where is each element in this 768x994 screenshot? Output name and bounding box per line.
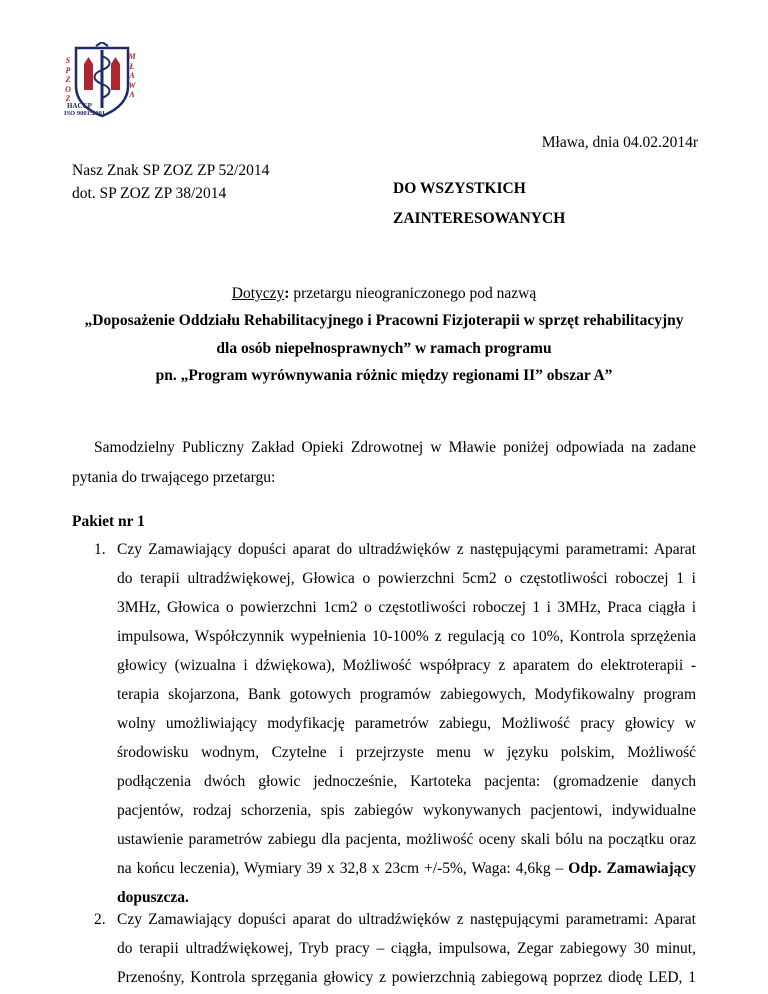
logo-letter: Ł	[129, 61, 135, 71]
item-1-line: Czy Zamawiający dopuści aparat do ultradźwięków z następującymi parametrami: Aparat	[117, 541, 696, 558]
intro-line-1: Samodzielny Publiczny Zakład Opieki Zdrowotnej w Mławie poniżej odpowiada na zadane	[94, 439, 696, 456]
item-1-line: impulsowa, Współczynnik wypełnienia 10-100% z regulacją co 10%, Kontrola sprzężenia	[117, 628, 696, 645]
item-1-answer: Odp. Zamawiający	[568, 860, 696, 877]
item-1-line: 3MHz, Głowica o powierzchni 1cm2 o częstotliwości roboczej 1 i 3MHz, Praca ciągła i	[117, 599, 696, 616]
item-2-line: do terapii ultradźwiękowej, Tryb pracy – ciągła, impulsowa, Zegar zabiegowy 30 minut,	[117, 940, 696, 957]
item-1-line: terapia skojarzona, Bank gotowych programów zabiegowych, Modyfikowalny program	[117, 686, 696, 703]
item-number: 1.	[94, 541, 106, 558]
item-1-line: podłączenia dwóch głowic jednocześnie, Kartoteka pacjenta: (gromadzenie danych	[117, 773, 696, 790]
logo-letter: A	[129, 90, 135, 99]
logo-letters-left	[62, 56, 74, 104]
logo-letter: P	[65, 65, 71, 75]
item-1-last-text: na końcu leczenia), Wymiary 39 x 32,8 x 23cm +/-5%, Waga: 4,6kg –	[117, 860, 569, 877]
logo-letter: Z	[65, 75, 71, 84]
subject-line-1	[72, 284, 696, 304]
package-title: Pakiet nr 1	[72, 513, 145, 530]
reference-number: Nasz Znak SP ZOZ ZP 52/2014	[72, 162, 270, 179]
item-1-line: wolny umożliwiający modyfikację parametrów zabiegu, Możliwość pracy głowicy w	[117, 715, 696, 732]
subject-colon: :	[284, 285, 290, 302]
logo-letter: Z	[65, 94, 71, 103]
addressee-line-2: ZAINTERESOWANYCH	[393, 210, 566, 227]
logo-letter: W	[128, 80, 136, 90]
subject-label: Dotyczy	[231, 285, 285, 302]
item-1-line: pacjentów, rodzaj schorzenia, spis zabiegów wykonywanych pacjentowi, indywidualne	[117, 802, 696, 819]
logo-letter: A	[129, 71, 135, 80]
logo-letter: S	[65, 56, 71, 65]
iso-label: ISO 9001:2001	[64, 110, 105, 117]
item-1-answer-end: dopuszcza.	[117, 889, 189, 906]
logo-letters-right	[126, 52, 138, 100]
item-1-last-line	[117, 859, 696, 879]
item-2-line: Czy Zamawiający dopuści aparat do ultradźwięków z następującymi parametrami: Aparat	[117, 911, 696, 928]
item-1-line: ustawienie parametrów zabiegu dla pacjenta, możliwość oceny skali bólu na początku oraz	[117, 831, 696, 848]
document-date: Mława, dnia 04.02.2014r	[541, 134, 698, 151]
item-1-line: środowisku wodnym, Czytelne i przejrzyste menu w języku polskim, Możliwość	[117, 744, 696, 761]
subject-line-2: „Doposażenie Oddziału Rehabilitacyjnego i Pracowni Fizjoterapii w sprzęt rehabilitacyjny	[84, 312, 684, 329]
item-1-line: do terapii ultradźwiękowej, Głowica o powierzchni 5cm2 o częstotliwości roboczej 1 i	[117, 570, 696, 587]
haccp-label: HACCP	[67, 102, 92, 110]
subject-text: przetargu nieograniczonego pod nazwą	[289, 285, 537, 302]
subject-line-4: pn. „Program wyrównywania różnic między regionami II” obszar A”	[155, 367, 613, 384]
subject-line-3: dla osób niepełnosprawnych” w ramach programu	[216, 340, 552, 357]
item-1-line: głowicy (wizualna i dźwiękowa), Możliwość współpracy z aparatem do elektroterapii -	[117, 657, 696, 674]
related-reference: dot. SP ZOZ ZP 38/2014	[72, 185, 227, 202]
logo-letter: O	[65, 84, 71, 94]
logo-letter: M	[128, 52, 136, 61]
item-number: 2.	[94, 911, 106, 928]
item-2-line: Przenośny, Kontrola sprzęgania głowicy z powierzchnią zabiegową poprzez diodę LED, 1	[117, 969, 696, 986]
intro-line-2: pytania do trwającego przetargu:	[72, 469, 276, 486]
addressee-line-1: DO WSZYSTKICH	[393, 180, 526, 197]
